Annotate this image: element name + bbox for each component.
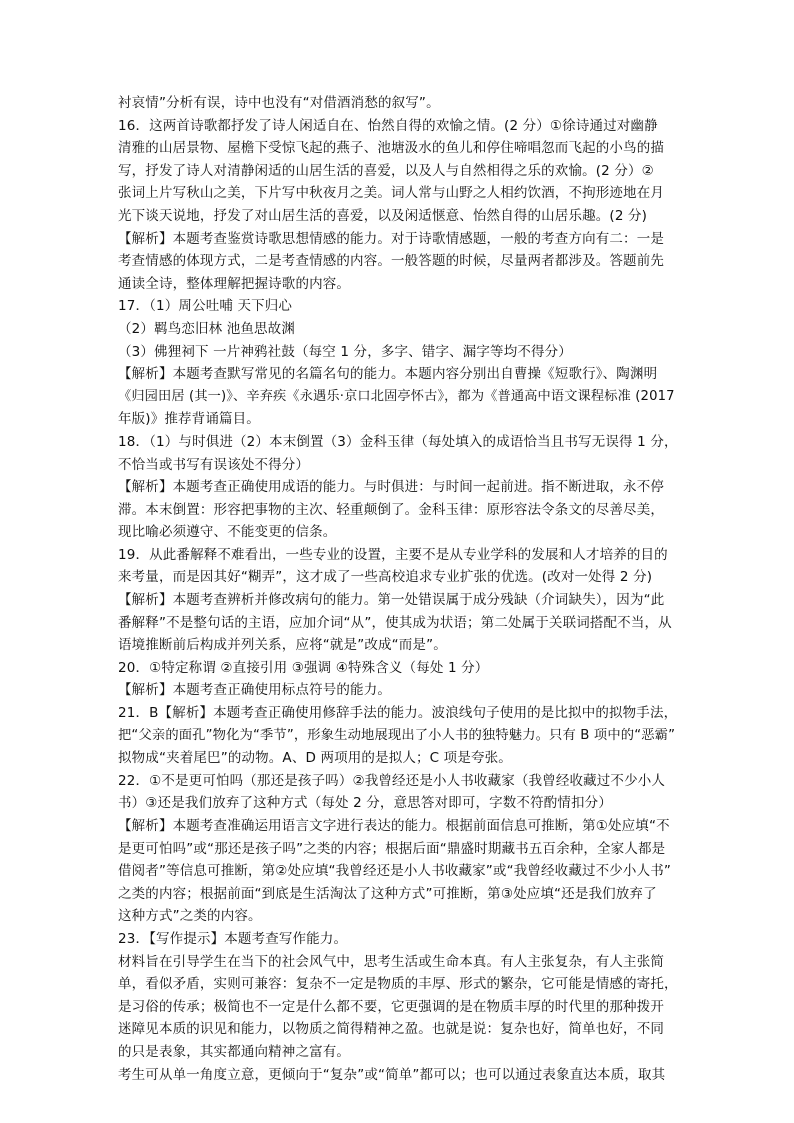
- text-line: 现比喻必须遵守、不能变更的信条。: [118, 524, 337, 541]
- text-line: 的只是表象，其实都通向精神之富有。: [118, 1043, 351, 1060]
- text-line: 考生可从单一角度立意，更倾向于“复杂”或“简单”都可以；也可以通过表象直达本质，取其: [118, 1066, 666, 1083]
- text-line: 【解析】本题考查默写常见的名篇名句的能力。本题内容分别出自曹操《短歌行》、陶渊明: [118, 366, 658, 383]
- text-line: 张词上片写秋山之美，下片写中秋夜月之美。词人常与山野之人相约饮酒，不拘形迹地在月: [118, 185, 664, 202]
- text-line: 【解析】本题考查鉴赏诗歌思想情感的能力。对于诗歌情感题，一般的考查方向有二：一是: [118, 230, 664, 247]
- text-line: 书）③还是我们放弃了这种方式（每处 2 分，意思答对即可，字数不符酌情扣分）: [118, 795, 612, 812]
- text-line: 衬哀情”分析有误，诗中也没有“对借酒消愁的叙写”。: [118, 95, 440, 111]
- text-line: （3）佛狸祠下 一片神鸦社鼓（每空 1 分，多字、错字、漏字等均不得分）: [118, 343, 572, 360]
- text-line: 光下谈天说地，抒发了对山居生活的喜爱，以及闲适惬意、怡然自得的山居乐趣。(2 分): [118, 207, 648, 224]
- text-line: 是更可怕吗”或“那还是孩子吗”之类的内容；根据后面“鼎盛时期藏书五百余种，全家人都是: [118, 840, 666, 857]
- text-line: 拟物成“夹着尾巴”的动物。A、D 两项用的是拟人；C 项是夸张。: [118, 750, 512, 767]
- text-line: 清雅的山居景物、屋檐下受惊飞起的燕子、池塘汲水的鱼儿和停住啼唱忽而飞起的小鸟的描: [118, 140, 664, 157]
- text-line: 19．从此番解释不难看出，一些专业的设置，主要不是从专业学科的发展和人才培养的目的: [118, 546, 668, 563]
- text-line: 这种方式”之类的内容。: [118, 908, 262, 925]
- text-line: 【解析】本题考查准确运用语言文字进行表达的能力。根据前面信息可推断，第①处应填“不: [118, 818, 670, 834]
- text-line: 【解析】本题考查正确使用成语的能力。与时俱进：与时间一起前进。指不断进取，永不停: [118, 479, 664, 496]
- text-line: 【解析】本题考查正确使用标点符号的能力。: [118, 682, 391, 699]
- text-line: 迷障见本质的识见和能力，以物质之简得精神之盈。也就是说：复杂也好，简单也好，不同: [118, 1021, 664, 1038]
- answer-document: [118, 92, 678, 1086]
- text-line: 来考量，而是因其好“糊弄”，这才成了一些高校追求专业扩张的优选。(改对一处得 2 分): [118, 569, 653, 586]
- text-line: 番解释”不是整句话的主语，应加介词“从”，使其成为状语；第二处属于关联词搭配不当，从: [118, 614, 672, 631]
- text-line: 年版)》推荐背诵篇目。: [118, 411, 260, 428]
- text-line: 单，看似矛盾，实则可兼容：复杂不一定是物质的丰厚、形式的繁杂，它可能是情感的寄托，: [118, 976, 678, 993]
- text-line: 之类的内容；根据前面“到底是生活淘汰了这种方式”可推断，第③处应填“还是我们放弃了: [118, 885, 657, 902]
- text-line: 把“父亲的面孔”物化为“季节”，形象生动地展现出了小人书的独特魅力。只有 B 项中的“恶霸”: [118, 727, 676, 743]
- text-line: 不恰当或书写有误该处不得分）: [118, 456, 310, 473]
- text-line: 20．①特定称谓 ②直接引用 ③强调 ④特殊含义（每处 1 分）: [118, 659, 489, 676]
- text-line: 23．【写作提示】本题考查写作能力。: [118, 930, 348, 947]
- text-line: 22．①不是更可怕吗（那还是孩子吗）②我曾经还是小人书收藏家（我曾经收藏过不少小人: [118, 772, 666, 789]
- text-line: 【解析】本题考查辨析并修改病句的能力。第一处错误属于成分残缺（介词缺失），因为“此: [118, 592, 665, 609]
- text-line: 写，抒发了诗人对清静闲适的山居生活的喜爱，以及人与自然相得之乐的欢愉。(2 分）②: [118, 162, 654, 179]
- text-line: 材料旨在引导学生在当下的社会风气中，思考生活或生命本真。有人主张复杂，有人主张简: [118, 953, 664, 970]
- text-line: 18．（1）与时俱进（2）本末倒置（3）金科玉律（每处填入的成语恰当且书写无误得 1 分，: [118, 433, 678, 450]
- text-line: 语境推断前后构成并列关系，应将“就是”改成“而是”。: [118, 637, 447, 654]
- text-line: 考查情感的体现方式，二是考查情感的内容。一般答题的时候，尽量两者都涉及。答题前先: [118, 253, 664, 270]
- text-line: 是习俗的传承；极简也不一定是什么都不要，它更强调的是在物质丰厚的时代里的那种拨开: [118, 998, 664, 1015]
- text-line: 17．（1）周公吐哺 天下归心: [118, 298, 293, 315]
- text-line: 滞。本末倒置：形容把事物的主次、轻重颠倒了。金科玉律：原形容法令条文的尽善尽美，: [118, 501, 664, 518]
- text-line: 通读全诗，整体理解把握诗歌的内容。: [118, 275, 351, 292]
- text-line: 16．这两首诗歌都抒发了诗人闲适自在、怡然自得的欢愉之情。(2 分）①徐诗通过对幽静: [118, 117, 658, 134]
- text-line: 《归园田居 (其一)》、辛弃疾《永遇乐·京口北固亭怀古》，都为《普通高中语文课程标准 (2017: [118, 388, 675, 404]
- text-line: 21．B【解析】本题考查正确使用修辞手法的能力。波浪线句子使用的是比拟中的拟物手法，: [118, 705, 678, 722]
- text-line: （2）羁鸟恋旧林 池鱼思故渊: [118, 320, 295, 337]
- text-line: 借阅者”等信息可推断，第②处应填“我曾经还是小人书收藏家”或“我曾经收藏过不少小人书”: [118, 863, 672, 880]
